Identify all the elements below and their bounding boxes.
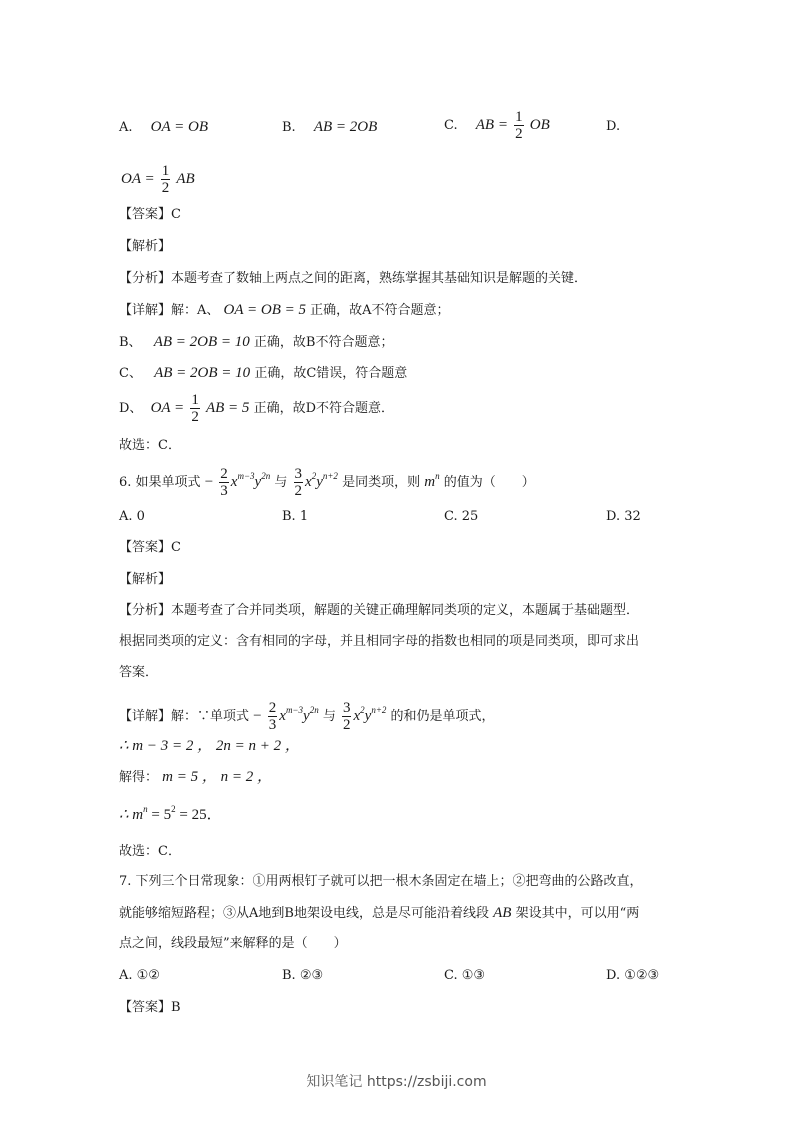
- q6-detail: [119, 700, 495, 733]
- detail-math: AB = 2OB = 10: [154, 365, 251, 381]
- option-label: D.: [606, 119, 621, 134]
- q5-analysis-head: 【解析】: [119, 239, 172, 254]
- q7-stem-3: 点之间，线段最短”来解释的是（ ）: [119, 936, 347, 951]
- variable: y: [254, 474, 262, 490]
- q6-analysis-3: 答案．: [119, 665, 159, 680]
- q7-stem-1: 7. 下列三个日常现象：①用两根钉子就可以把一根木条固定在墙上；②把弯曲的公路改直，: [119, 874, 643, 889]
- exponent: 2: [311, 471, 317, 481]
- stem-text: 是同类项，则: [342, 475, 421, 490]
- fraction-denominator: 2: [515, 126, 523, 142]
- detail-math: AB = 5: [205, 400, 250, 416]
- footer-watermark: 知识笔记 https://zsbiji.com: [306, 1074, 487, 1090]
- option-d-math: [121, 163, 195, 196]
- exponent: n+2: [371, 705, 387, 715]
- stem-math: AB: [493, 905, 512, 921]
- q7-option-d: D. ①②③: [606, 968, 660, 983]
- step-text: 解得：: [119, 770, 159, 785]
- detail-text: 正确，故D不符合题意．: [253, 401, 394, 416]
- variable: x: [279, 708, 286, 724]
- step-math: = 5: [147, 807, 172, 823]
- q7-answer: 【答案】B: [119, 1000, 181, 1015]
- fraction-denominator: 3: [268, 717, 277, 733]
- stem-text: 就能够缩短路程；③从A地到B地架设电线，总是尽可能沿着线段: [119, 906, 489, 921]
- detail-math: OA =: [150, 400, 185, 416]
- q7-option-c: C. ①③: [444, 968, 486, 983]
- exponent: m−3: [285, 705, 304, 715]
- detail-prefix: 【详解】解：∵单项式: [119, 709, 250, 724]
- q7-option-b: B. ②③: [282, 968, 324, 983]
- variable: m: [424, 474, 436, 490]
- fraction-numerator: 1: [161, 163, 170, 179]
- stem-text: 与: [274, 475, 288, 490]
- variable: y: [364, 708, 372, 724]
- option-math: OB: [529, 117, 550, 133]
- exponent: n: [435, 471, 440, 481]
- exponent: 2: [171, 804, 176, 814]
- detail-math: AB = 2OB = 10: [153, 334, 250, 350]
- fraction: [190, 392, 200, 425]
- detail-prefix: 【详解】解：A、: [119, 303, 220, 318]
- sign: −: [253, 708, 262, 724]
- stem-text: 的值为（ ）: [443, 475, 535, 490]
- detail-prefix: B、: [119, 335, 142, 350]
- fraction-denominator: 2: [161, 180, 170, 196]
- fraction-denominator: 2: [191, 409, 199, 425]
- detail-text: 的和仍是单项式，: [390, 709, 495, 724]
- option-b: [282, 118, 377, 137]
- detail-prefix: D、: [119, 401, 143, 416]
- q6-option-d: D. 32: [606, 509, 641, 524]
- detail-prefix: C、: [119, 366, 142, 381]
- exponent: 2: [360, 705, 365, 715]
- step-math: ∴ m: [119, 807, 144, 823]
- q6-answer: 【答案】C: [119, 540, 181, 555]
- option-label: A.: [119, 120, 133, 135]
- detail-text: 与: [322, 709, 336, 724]
- q6-step-2: [119, 768, 272, 787]
- option-math: OA =: [121, 171, 155, 187]
- q6-analysis-2: 根据同类项的定义：含有相同的字母，并且相同字母的指数也相同的项是同类项，即可求出: [119, 634, 640, 649]
- fraction: [294, 466, 304, 499]
- fraction-numerator: 1: [191, 392, 199, 408]
- option-math: AB =: [475, 117, 508, 133]
- step-math: = 25．: [175, 807, 222, 823]
- detail-text: 正确，故B不符合题意；: [253, 335, 394, 350]
- step-math: m = 5 ， n = 2 ，: [162, 769, 272, 785]
- exponent: m−3: [237, 471, 255, 481]
- fraction: [161, 163, 171, 196]
- option-label: B.: [282, 120, 296, 135]
- q6-stem: [119, 466, 535, 499]
- fraction-denominator: 3: [220, 483, 228, 499]
- q5-choice: 故选：C．: [119, 438, 181, 453]
- detail-math: OA = OB = 5: [223, 302, 306, 318]
- q5-detail-d: [119, 392, 394, 425]
- exponent: n+2: [322, 471, 338, 481]
- fraction: [268, 700, 278, 733]
- exponent: 2n: [309, 705, 319, 715]
- q7-stem-2: [119, 904, 639, 923]
- option-a: [119, 118, 208, 137]
- fraction-numerator: 2: [268, 700, 277, 716]
- q6-step-3: [119, 806, 222, 825]
- q6-option-b: B. 1: [282, 509, 309, 524]
- q5-answer: 【答案】C: [119, 207, 181, 222]
- variable: x: [305, 474, 312, 490]
- stem-text: 架设其中，可以用“两: [515, 906, 640, 921]
- option-math: AB: [176, 171, 195, 187]
- q7-option-a: A. ①②: [119, 968, 160, 983]
- stem-text: 6. 如果单项式: [119, 475, 201, 490]
- variable: y: [303, 708, 310, 724]
- option-d: [606, 118, 620, 136]
- detail-text: 正确，故C错误，符合题意: [254, 366, 408, 381]
- q6-analysis-1: 【分析】本题考查了合并同类项，解题的关键正确理解同类项的定义，本题属于基础题型．: [119, 603, 640, 618]
- q6-step-1: ∴ m − 3 = 2 ， 2n = n + 2 ，: [119, 738, 300, 754]
- option-math: AB = 2OB: [313, 119, 378, 135]
- q6-option-c: C. 25: [444, 509, 479, 524]
- fraction-numerator: 1: [515, 109, 523, 125]
- detail-text: 正确，故A不符合题意；: [310, 303, 450, 318]
- variable: x: [353, 708, 361, 724]
- sign: −: [204, 474, 214, 490]
- option-math: OA = OB: [150, 119, 209, 135]
- fraction-denominator: 2: [342, 717, 351, 733]
- option-c: [444, 109, 550, 142]
- q5-analysis: 【分析】本题考查了数轴上两点之间的距离，熟练掌握其基础知识是解题的关键．: [119, 271, 588, 286]
- q6-choice: 故选：C．: [119, 844, 181, 859]
- q5-detail-a: [119, 301, 450, 320]
- q6-analysis-head: 【解析】: [119, 572, 172, 587]
- q5-detail-c: [119, 364, 407, 383]
- fraction-numerator: 2: [220, 466, 228, 482]
- exponent: 2n: [261, 471, 271, 481]
- q5-detail-b: [119, 333, 393, 352]
- option-label: C.: [444, 118, 458, 133]
- fraction: [219, 466, 229, 499]
- fraction: [514, 109, 524, 142]
- fraction-numerator: 3: [342, 700, 351, 716]
- variable: x: [230, 474, 238, 490]
- fraction-denominator: 2: [294, 483, 303, 499]
- fraction-numerator: 3: [294, 466, 303, 482]
- variable: y: [316, 474, 323, 490]
- q6-option-a: A. 0: [119, 509, 145, 524]
- exponent: n: [143, 804, 148, 814]
- fraction: [342, 700, 352, 733]
